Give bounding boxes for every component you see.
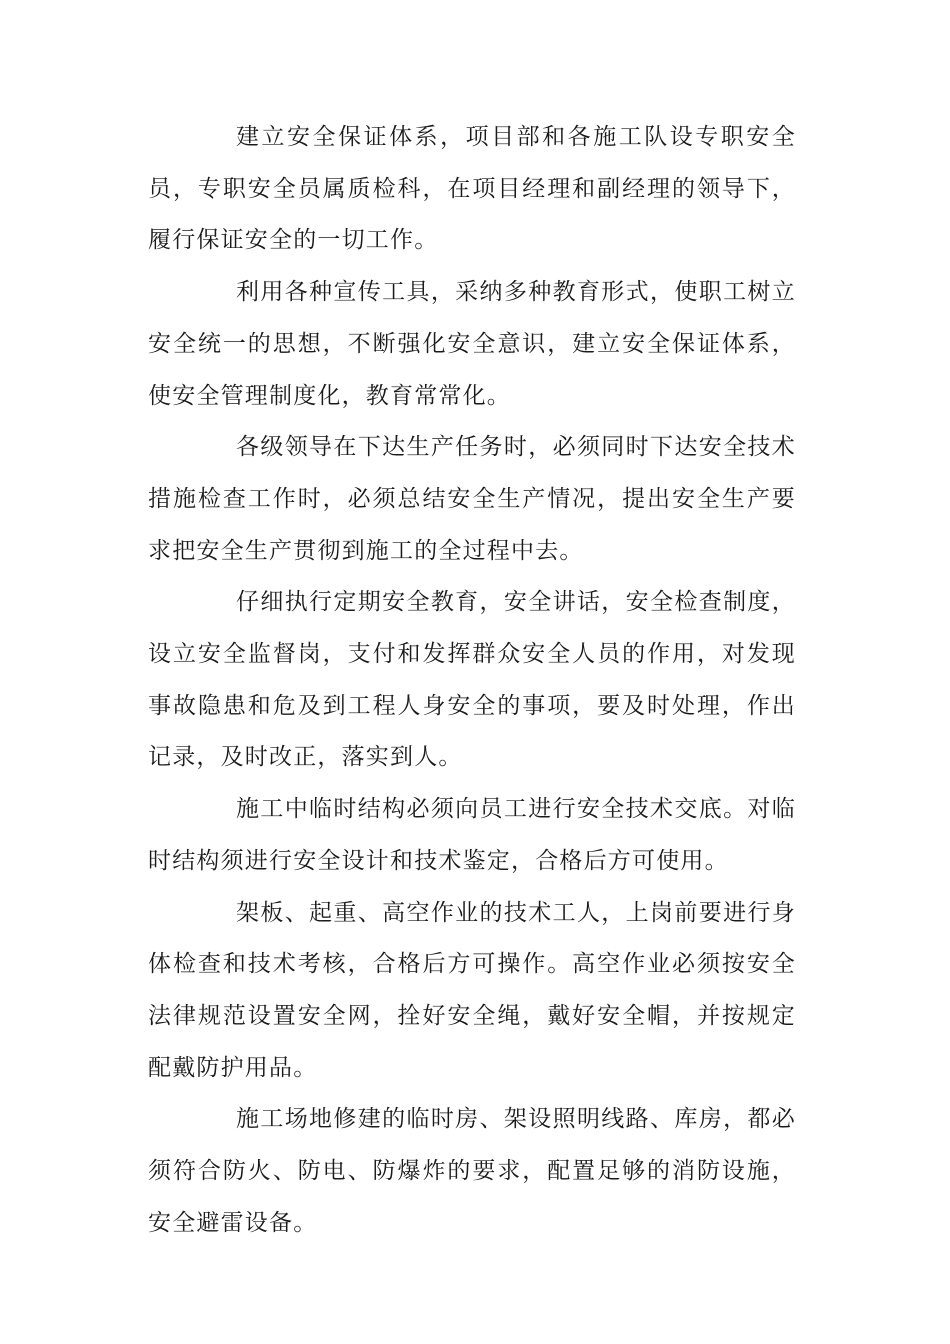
paragraph-safety-system: 建立安全保证体系，项目部和各施工队设专职安全员，专职安全员属质检科，在项目经理和副经理的领导下，履行保证安全的一切工作。 [148, 124, 796, 254]
paragraph-safety-education: 利用各种宣传工具，采纳多种教育形式，使职工树立安全统一的思想，不断强化安全意识，建立安全保证体系，使安全管理制度化，教育常常化。 [148, 279, 796, 409]
paragraph-temporary-structures: 施工中临时结构必须向员工进行安全技术交底。对临时结构须进行安全设计和技术鉴定，合格后方可使用。 [148, 796, 796, 874]
document-body [148, 112, 796, 1249]
paragraph-leadership-measures: 各级领导在下达生产任务时，必须同时下达安全技术措施检查工作时，必须总结安全生产情况，提出安全生产要求把安全生产贯彻到施工的全过程中去。 [148, 434, 796, 564]
paragraph-regular-inspection: 仔细执行定期安全教育，安全讲话，安全检查制度，设立安全监督岗，支付和发挥群众安全人员的作用，对发现事故隐患和危及到工程人身安全的事项，要及时处理，作出记录，及时改正，落实到人。 [148, 589, 796, 771]
paragraph-high-altitude-work: 架板、起重、高空作业的技术工人，上岗前要进行身体检查和技术考核，合格后方可操作。高空作业必须按安全法律规范设置安全网，拴好安全绳，戴好安全帽，并按规定配戴防护用品。 [148, 899, 796, 1081]
paragraph-site-facilities: 施工场地修建的临时房、架设照明线路、库房，都必须符合防火、防电、防爆炸的要求，配置足够的消防设施，安全避雷设备。 [148, 1106, 796, 1236]
